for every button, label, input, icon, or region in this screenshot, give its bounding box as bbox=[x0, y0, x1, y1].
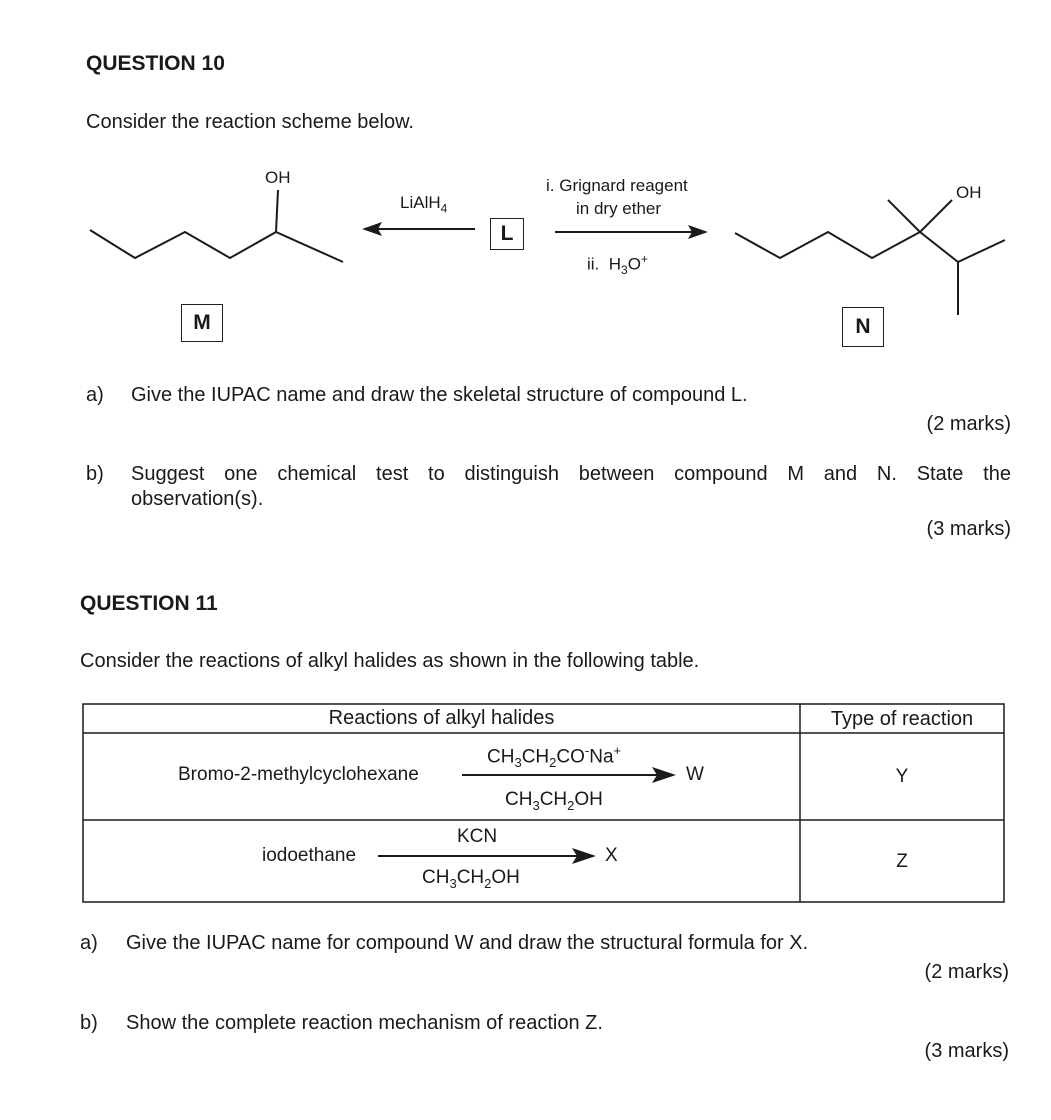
molecule-n-to-branch bbox=[920, 232, 958, 262]
q11-intro: Consider the reactions of alkyl halides as shown in the following table. bbox=[80, 650, 700, 672]
row1-reactant: Bromo-2-methylcyclohexane bbox=[178, 764, 419, 785]
row1-type: Y bbox=[895, 766, 909, 787]
q11-heading: QUESTION 11 bbox=[80, 592, 218, 615]
molecule-n-methyl bbox=[888, 200, 920, 232]
q10-heading: QUESTION 10 bbox=[86, 52, 225, 75]
compound-n-label: N bbox=[855, 315, 871, 338]
m-oh-label: OH bbox=[265, 168, 291, 187]
compound-m-box bbox=[181, 304, 223, 342]
row2-type: Z bbox=[896, 851, 908, 872]
molecule-m-skeleton bbox=[90, 230, 343, 262]
q10-part-a-text: Give the IUPAC name and draw the skeletal structure of compound L. bbox=[131, 384, 748, 406]
row1-reagent-top: $CH_3CH_2CO^-Na^+$ bbox=[487, 743, 622, 771]
q11-part-a-letter: a) bbox=[80, 932, 98, 954]
q10-part-b-marks: (3 marks) bbox=[926, 518, 1011, 540]
q11-part-b-letter: b) bbox=[80, 1012, 98, 1034]
q11-part-b-text: Show the complete reaction mechanism of reaction Z. bbox=[126, 1012, 603, 1034]
q11-part-b-marks: (3 marks) bbox=[924, 1040, 1009, 1062]
compound-l-box bbox=[490, 218, 524, 250]
compound-l-label: L bbox=[500, 222, 514, 245]
reagent-grignard-line2: in dry ether bbox=[576, 199, 662, 218]
q11-part-a-marks: (2 marks) bbox=[924, 961, 1009, 983]
n-oh-label: OH bbox=[956, 183, 982, 202]
q10-intro: Consider the reaction scheme below. bbox=[86, 111, 414, 133]
q10-part-a-letter: a) bbox=[86, 384, 104, 406]
q10-part-b-line1: Suggest one chemical test to distinguish between compound M and N. State the bbox=[131, 463, 1011, 485]
molecule-n-branch-up bbox=[958, 240, 1005, 262]
table-header-type: Type of reaction bbox=[830, 708, 974, 730]
compound-n-box bbox=[842, 307, 884, 347]
compound-m-label: M bbox=[193, 311, 211, 334]
molecule-n-main-chain bbox=[735, 232, 920, 258]
row1-product: W bbox=[686, 764, 704, 785]
reagent-lialh4: LiAlH$_4$ bbox=[400, 193, 448, 216]
row1-reagent-bottom: $CH_3CH_2OH$ bbox=[505, 789, 603, 813]
molecule-m-oh-bond bbox=[276, 190, 278, 232]
row2-product: X bbox=[605, 845, 618, 866]
row2-reactant: iodoethane bbox=[262, 845, 357, 866]
row2-reagent-top: KCN bbox=[457, 826, 498, 847]
molecule-n-oh-bond bbox=[920, 200, 952, 232]
q10-part-a-marks: (2 marks) bbox=[926, 413, 1011, 435]
q10-part-b-letter: b) bbox=[86, 463, 104, 485]
row2-reagent-bottom: $CH_3CH_2OH$ bbox=[422, 867, 520, 891]
reagent-hydronium: ii. $H_3O^+$ bbox=[587, 252, 648, 278]
table-header-reactions: Reactions of alkyl halides bbox=[328, 707, 555, 729]
q11-part-a-text: Give the IUPAC name for compound W and draw the structural formula for X. bbox=[126, 932, 809, 954]
q10-part-b-line2: observation(s). bbox=[131, 488, 264, 510]
reagent-grignard-line1: i. Grignard reagent bbox=[546, 176, 688, 195]
